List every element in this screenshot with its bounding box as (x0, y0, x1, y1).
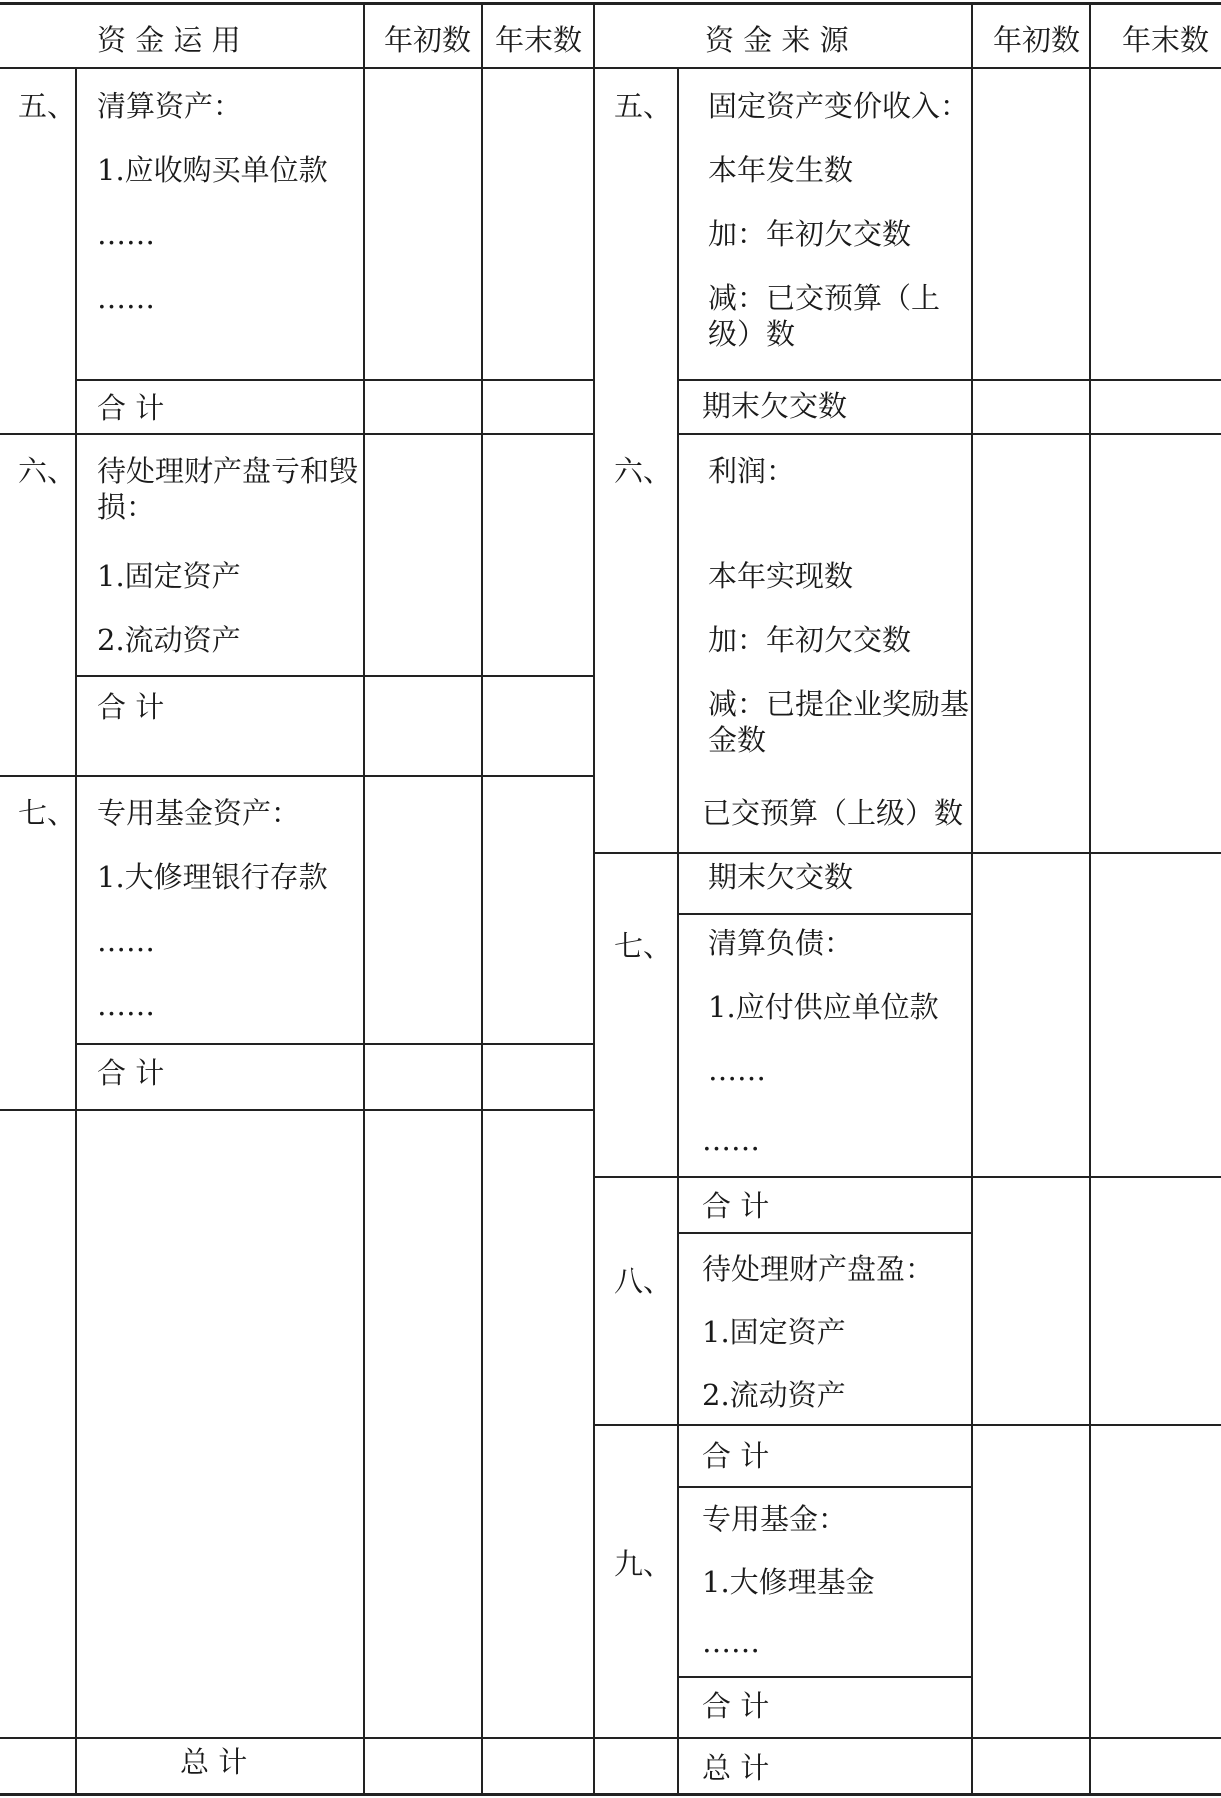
section-title: 清算资产： (97, 89, 243, 123)
line-item: …… (708, 1053, 766, 1087)
section-title: 专用基金： (702, 1502, 848, 1536)
line-item: 1.应付供应单位款 (708, 990, 939, 1024)
section-title: 固定资产变价收入： (708, 89, 970, 123)
line-item: 减：已提企业奖励基金数 (708, 687, 970, 757)
left-header-begin: 年初数 (384, 23, 472, 57)
rule (75, 379, 593, 381)
rule (677, 379, 1221, 381)
line-item: 2.流动资产 (97, 623, 241, 657)
line-item: 本年实现数 (708, 559, 854, 593)
col-divider (1089, 2, 1091, 1795)
subtotal-label: 合 计 (702, 1189, 770, 1223)
rule (0, 1109, 594, 1111)
rule (593, 1176, 1221, 1178)
line-item: …… (97, 217, 155, 251)
line-item: 1.大修理基金 (702, 1565, 875, 1599)
col-divider (481, 2, 483, 1795)
rule (0, 775, 594, 777)
right-header-begin: 年初数 (993, 23, 1081, 57)
section-title: 利润： (708, 454, 796, 488)
section-title: 专用基金资产： (97, 796, 301, 830)
line-item: …… (97, 924, 155, 958)
section-number: 七、 (614, 929, 673, 963)
left-header-title: 资 金 运 用 (97, 23, 241, 57)
subtotal-label: 合 计 (97, 1056, 165, 1090)
line-item: …… (97, 281, 155, 315)
line-item: 期末欠交数 (708, 860, 854, 894)
rule (593, 1737, 1221, 1739)
table-bottom-border (0, 1793, 1221, 1796)
line-item: 期末欠交数 (702, 389, 848, 423)
line-item: 1.大修理银行存款 (97, 860, 328, 894)
left-header-end: 年末数 (495, 23, 583, 57)
col-divider (677, 67, 679, 1795)
line-item: 1.应收购买单位款 (97, 153, 328, 187)
section-number: 八、 (614, 1264, 673, 1298)
line-item: …… (702, 1625, 760, 1659)
section-title: 清算负债： (708, 926, 854, 960)
right-header-title: 资 金 来 源 (705, 23, 849, 57)
line-item: 加：年初欠交数 (708, 217, 912, 251)
col-divider (75, 67, 77, 1795)
section-number: 五、 (18, 89, 77, 123)
col-divider (363, 2, 365, 1795)
col-divider (593, 2, 595, 1795)
rule (0, 433, 594, 435)
line-item: 已交预算（上级）数 (702, 796, 964, 830)
rule (593, 1424, 1221, 1426)
section-title: 待处理财产盘亏和毁损： (97, 454, 359, 524)
rule (677, 1486, 972, 1488)
section-title: 待处理财产盘盈： (702, 1252, 935, 1286)
rule (0, 1737, 594, 1739)
line-item: 本年发生数 (708, 153, 854, 187)
section-number: 五、 (614, 89, 673, 123)
grand-total-label: 总 计 (702, 1751, 770, 1785)
subtotal-label: 合 计 (97, 690, 165, 724)
right-header-end: 年末数 (1122, 23, 1210, 57)
rule (677, 1676, 972, 1678)
subtotal-label: 合 计 (702, 1689, 770, 1723)
header-bottom-rule (0, 67, 1221, 69)
col-divider (971, 2, 973, 1795)
rule (593, 852, 1221, 854)
rule (75, 675, 593, 677)
line-item: 1.固定资产 (702, 1315, 846, 1349)
subtotal-label: 合 计 (97, 391, 165, 425)
line-item: 加：年初欠交数 (708, 623, 912, 657)
rule (677, 1232, 972, 1234)
rule (75, 1043, 593, 1045)
subtotal-label: 合 计 (702, 1439, 770, 1473)
section-number: 六、 (614, 454, 673, 488)
rule (677, 913, 972, 915)
line-item: 2.流动资产 (702, 1378, 846, 1412)
section-number: 九、 (614, 1547, 673, 1581)
table-top-border (0, 2, 1221, 5)
grand-total-label: 总 计 (180, 1745, 248, 1779)
line-item: 减：已交预算（上级）数 (708, 281, 941, 351)
section-number: 六、 (18, 454, 77, 488)
line-item: 1.固定资产 (97, 559, 241, 593)
line-item: …… (702, 1123, 760, 1157)
section-number: 七、 (18, 796, 77, 830)
rule (677, 433, 1221, 435)
line-item: …… (97, 988, 155, 1022)
